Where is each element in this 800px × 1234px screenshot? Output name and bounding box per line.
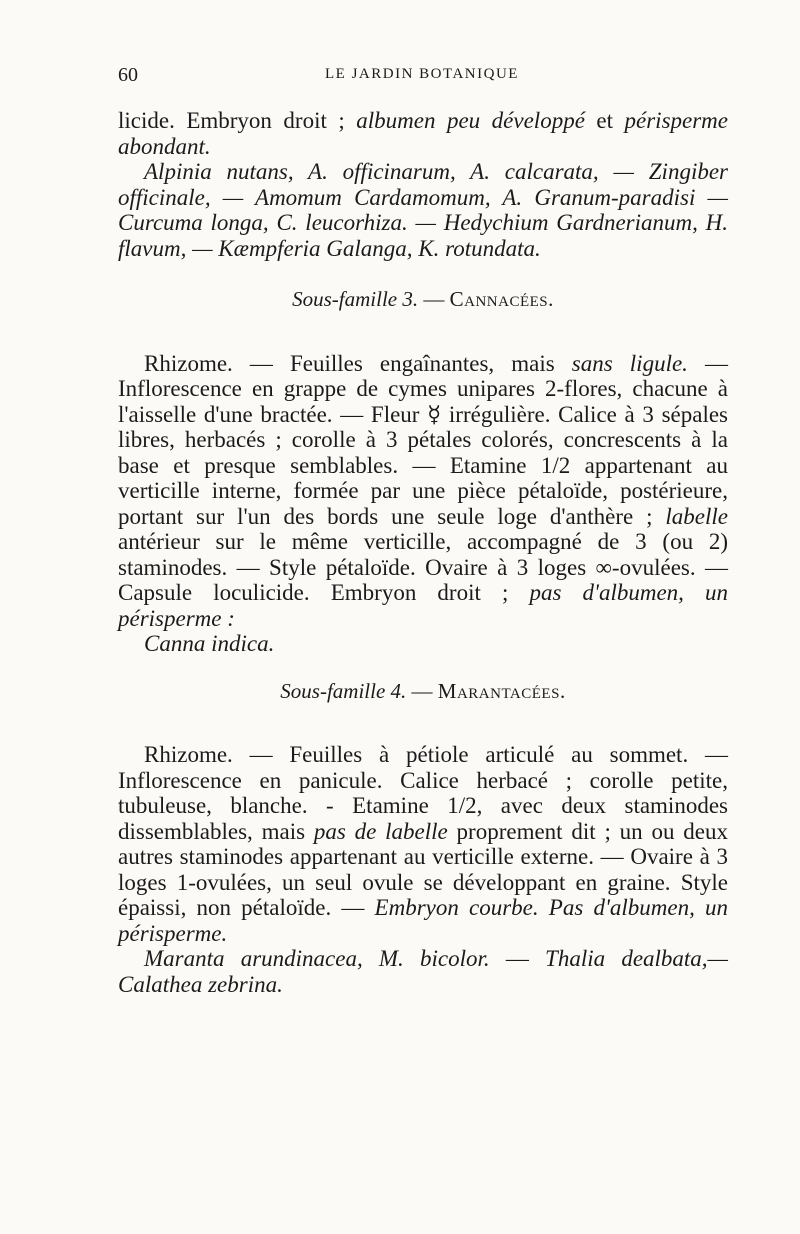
- species-list-cannacees: Canna indica.: [144, 631, 275, 656]
- italic-run: Maranta arundinacea, M. bicolor.: [144, 946, 490, 971]
- heading-dash: —: [418, 287, 450, 311]
- italic-run: albumen peu développé: [356, 108, 585, 133]
- page-header: [118, 64, 726, 88]
- italic-run: pas de labelle: [313, 818, 448, 844]
- heading-dash: —: [406, 678, 438, 703]
- italic-run: pas d'albumen, un périsperme :: [118, 580, 728, 631]
- italic-run: Thalia dealbata,— Calathea zebrina.: [118, 946, 729, 997]
- text-run: —: [489, 946, 546, 971]
- section-heading-cannacees: [118, 287, 728, 313]
- text-run: antérieur sur le même verticille, accompagné de 3 (ou 2) staminodes. — Style pétaloïde. Ovaire à 3 loges ∞-ovulées. — Capsule loculicide. Embryon droit ;: [118, 529, 728, 605]
- text-run: — Inflorescence en grappe de cymes unipares 2-flores, chacune à l'aisselle d'une bractée. — Fleur ☿ irrégulière. Calice à 3 sépales libres, herbacés ; corolle à 3 pétales colorés, concrescents à la base et presque semblables. — Etamine 1/2 appartenant au verticille interne, formée par une pièce pétaloïde, postérieure, portant sur l'un des bords une seule loge d'anthère ;: [118, 350, 729, 529]
- section-heading-marantacees: [118, 679, 728, 705]
- text-run: Rhizome. — Feuilles à pétiole articulé au sommet. — Inflorescence en panicule. Calice herbacé ; corolle petite, tubuleuse, blanche. - Etamine 1/2, avec deux staminodes dissemblables, mais: [118, 742, 728, 844]
- subfamily-label: Sous-famille 4.: [280, 678, 407, 703]
- page-number: 60: [118, 64, 138, 86]
- subfamily-name: Marantacées.: [437, 678, 566, 703]
- italic-run: sans ligule.: [571, 350, 688, 376]
- running-title: LE JARDIN BOTANIQUE: [325, 66, 519, 82]
- species-list-zingiberacees: Alpinia nutans, A. officinarum, A. calcarata, — Zingiber officinale, — Amomum Cardamomum, A. Granum-paradisi — Curcuma longa, C. leucorhiza. — Hedychium Gardnerianum, H. flavum, — Kæmpferia Galanga, K. rotundata.: [118, 159, 728, 261]
- text-run: licide. Embryon droit ;: [118, 108, 357, 133]
- page-body: [118, 108, 728, 997]
- subfamily-name: Cannacées.: [449, 287, 554, 311]
- text-run: Rhizome. — Feuilles engaînantes, mais: [144, 350, 572, 376]
- text-run: proprement dit ; un ou deux autres staminodes appartenant au verticille externe. — Ovaire à 3 loges 1-ovulées, un seul ovule se développant en graine. Style épaissi, non pétaloïde. —: [118, 818, 728, 920]
- paragraph-cannacees: [118, 351, 728, 632]
- italic-run: Embryon courbe. Pas d'albumen, un périsperme.: [118, 895, 728, 946]
- text-run: et: [584, 108, 625, 133]
- paragraph-embryo: [118, 108, 728, 159]
- subfamily-label: Sous-famille 3.: [292, 287, 419, 311]
- paragraph-marantacees: [118, 742, 728, 946]
- italic-run: labelle: [665, 503, 728, 529]
- species-list-marantacees: [118, 946, 728, 997]
- italic-run: périsperme abondant.: [118, 108, 728, 159]
